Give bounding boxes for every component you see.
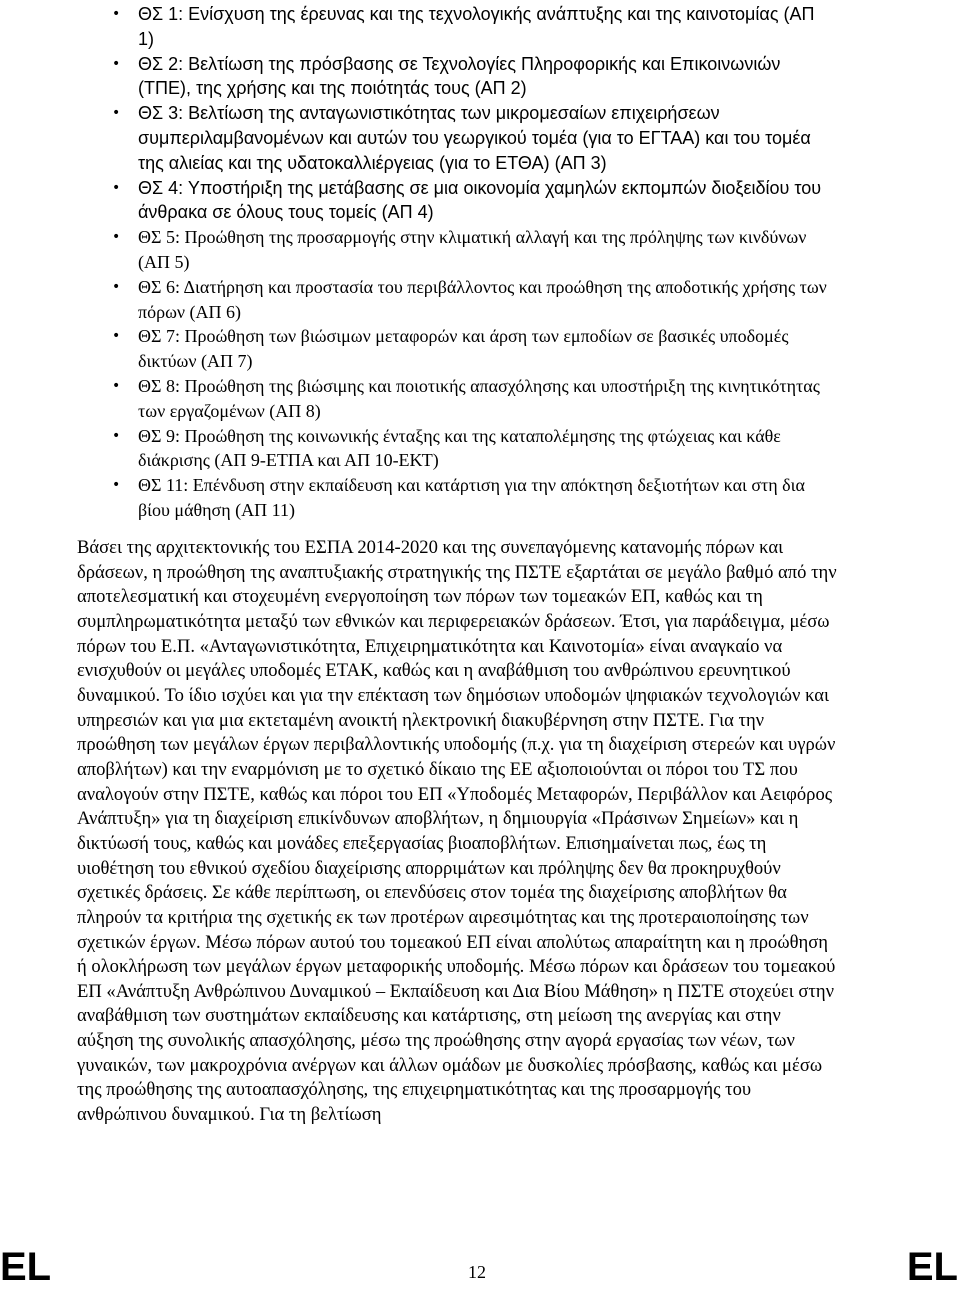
list-item bbox=[110, 374, 830, 424]
bullet-icon: • bbox=[112, 477, 121, 494]
list-item bbox=[110, 275, 830, 325]
list-item-text: ΘΣ 5: Προώθηση της προσαρμογής στην κλιματική αλλαγή και της πρόληψης των κινδύνων (ΑΠ 5) bbox=[138, 227, 807, 272]
page-number: 12 bbox=[468, 1262, 486, 1282]
list-item bbox=[110, 225, 830, 275]
list-item-text: ΘΣ 4: Υποστήριξη της μετάβασης σε μια οικονομία χαμηλών εκπομπών διοξειδίου του άνθρακα σε όλους τους τομείς (ΑΠ 4) bbox=[138, 177, 822, 223]
language-code-right: EL bbox=[906, 1245, 958, 1289]
list-item bbox=[110, 101, 830, 175]
list-item bbox=[110, 473, 830, 523]
bullet-icon: • bbox=[112, 377, 121, 394]
list-item-text: ΘΣ 7: Προώθηση των βιώσιμων μεταφορών και άρση των εμποδίων σε βασικές υποδομές δικτύων (ΑΠ 7) bbox=[138, 326, 789, 372]
bullet-icon: • bbox=[112, 229, 121, 246]
list-item bbox=[110, 324, 830, 374]
list-item-text: ΘΣ 2: Βελτίωση της πρόσβασης σε Τεχνολογίες Πληροφορικής και Επικοινωνιών (ΤΠΕ), της χρήσης και της ποιότητάς τους (ΑΠ 2) bbox=[138, 53, 781, 99]
bullet-icon: • bbox=[112, 278, 121, 295]
list-item-text: ΘΣ 11: Επένδυση στην εκπαίδευση και κατάρτιση για την απόκτηση δεξιοτήτων και στη δια βίου μάθηση (ΑΠ 11) bbox=[138, 475, 805, 520]
bullet-icon: • bbox=[112, 328, 121, 345]
list-item bbox=[110, 424, 830, 474]
body-paragraph: Βάσει της αρχιτεκτονικής του ΕΣΠΑ 2014-2020 και της συνεπαγόμενης κατανομής πόρων και δράσεων, η προώθηση της αναπτυξιακής στρατηγικής της ΠΣΤΕ εξαρτάται σε μεγάλο βαθμό από την αποτελεσματική και στοχευμένη ενεργοποίηση των πόρων των τομεακών ΕΠ, καθώς και τη συμπληρωματικότητα μεταξύ των εθνικών και περιφερειακών δράσεων. Έτσι, για παράδειγμα, μέσω πόρων του Ε.Π. «Ανταγωνιστικότητα, Επιχειρηματικότητα και Καινοτομία» είναι αναγκαίο να ενισχυθούν οι μεγάλες υποδομές ΕΤΑΚ, καθώς και η αναβάθμιση του ανθρώπινου ερευνητικού δυναμικού. Το ίδιο ισχύει και για την επέκταση των δημόσιων υποδομών ψηφιακών τεχνολογιών και υπηρεσιών και για μια εκτεταμένη ανοικτή ηλεκτρονική διακυβέρνηση στην ΠΣΤΕ. Για την προώθηση των μεγάλων έργων περιβαλλοντικής υποδομής (π.χ. για τη διαχείριση στερεών και υγρών αποβλήτων) και την εναρμόνιση με το σχετικό δίκαιο της ΕΕ αξιοποιούνται οι πόροι του ΤΣ που αναλογούν στην ΠΣΤΕ, καθώς και πόροι του ΕΠ «Υποδομές Μεταφορών, Περιβάλλον και Αειφόρος Ανάπτυξη» για τη διαχείριση επικίνδυνων αποβλήτων, η δημιουργία «Πράσινων Σημείων» και η δικτύωσή τους, καθώς και μονάδες επεξεργασίας βιοαποβλήτων. Επισημαίνεται πως, έως τη υιοθέτηση του εθνικού σχεδίου διαχείρισης απορριμάτων και πρόληψης δεν θα προκηρυχθούν σχετικές δράσεις. Σε κάθε περίπτωση, οι επενδύσεις στον τομέα της διαχείρισης αποβλήτων θα πληρούν τα κριτήρια της σχετικής εκ των προτέρων αιρεσιμότητας και της προτεραιοποίησης των σχετικών έργων. Μέσω πόρων αυτού του τομεακού ΕΠ είναι απολύτως απαραίτητη και η προώθηση ή ολοκλήρωση των μεγάλων έργων μεταφορικής υποδομής. Μέσω πόρων και δράσεων του τομεακού ΕΠ «Ανάπτυξη Ανθρώπινου Δυναμικού – Εκπαίδευση και Δια Βίου Μάθηση» η ΠΣΤΕ στοχεύει στην αναβάθμιση των συστημάτων εκπαίδευσης και κατάρτισης, στη μείωση της ανεργίας και στην αύξηση της συνολικής απασχόλησης, μέσω της προώθησης στην αγορά εργασίας των νέων, των γυναικών, των μακροχρόνια ανέργων και άλλων ομάδων με δυσκολίες πρόσβασης, καθώς και μέσω της προώθησης της αυτοαπασχόλησης, της επιχειρηματικότητας και της προσαρμογής του ανθρώπινου δυναμικού. Για τη βελτίωση bbox=[77, 537, 837, 1126]
list-item-text: ΘΣ 9: Προώθηση της κοινωνικής ένταξης και της καταπολέμησης της φτώχειας και κάθε διάκρισης (ΑΠ 9-ΕΤΠΑ και ΑΠ 10-ΕΚΤ) bbox=[138, 425, 781, 471]
list-item bbox=[110, 52, 830, 102]
list-item bbox=[110, 176, 830, 226]
language-code-left: EL bbox=[0, 1245, 52, 1289]
thematic-objectives-list bbox=[110, 2, 830, 523]
list-item-text: ΘΣ 1: Ενίσχυση της έρευνας και της τεχνολογικής ανάπτυξης και της καινοτομίας (ΑΠ 1) bbox=[138, 4, 815, 49]
bullet-icon: • bbox=[112, 6, 121, 22]
bullet-icon: • bbox=[112, 105, 121, 122]
list-item bbox=[110, 2, 830, 52]
bullet-icon: • bbox=[112, 179, 121, 196]
bullet-icon: • bbox=[112, 55, 121, 72]
list-item-text: ΘΣ 3: Βελτίωση της ανταγωνιστικότητας των μικρομεσαίων επιχειρήσεων συμπεριλαμβανομένων και αυτών του γεωργικού τομέα (για το ΕΓΤΑΑ) και του τομέα της αλιείας και της υδατοκαλλιέργειας (για το ΕΤΘΑ) (ΑΠ 3) bbox=[138, 103, 811, 173]
bullet-icon: • bbox=[112, 427, 121, 444]
list-item-text: ΘΣ 8: Προώθηση της βιώσιμης και ποιοτικής απασχόλησης και υποστήριξη της κινητικότητας των εργαζομένων (ΑΠ 8) bbox=[138, 375, 820, 421]
list-item-text: ΘΣ 6: Διατήρηση και προστασία του περιβάλλοντος και προώθηση της αποδοτικής χρήσης των πόρων (ΑΠ 6) bbox=[138, 276, 827, 322]
